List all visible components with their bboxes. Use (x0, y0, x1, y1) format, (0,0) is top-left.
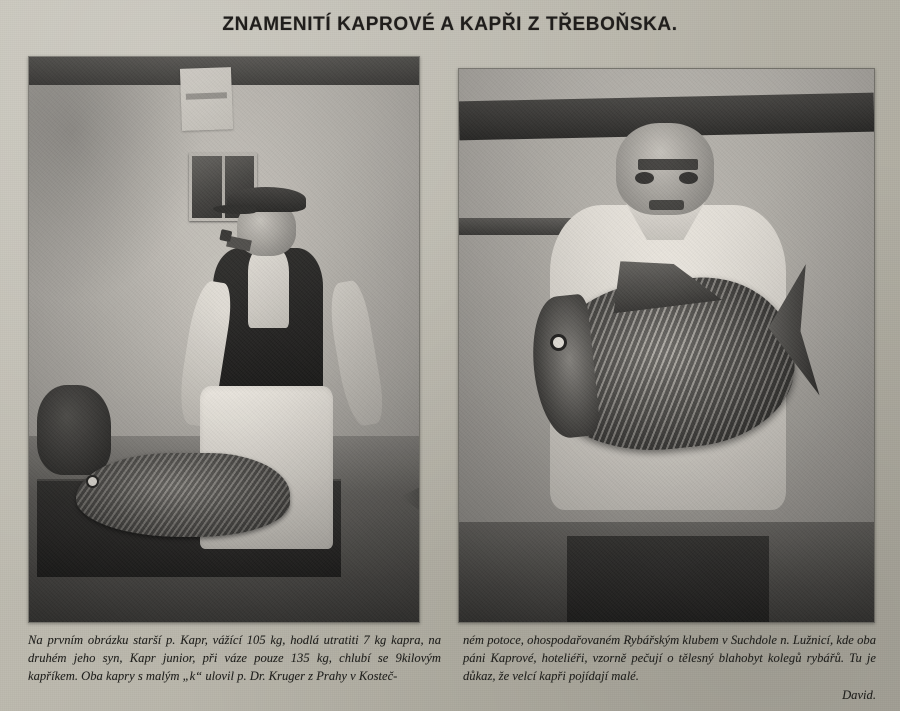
caption-signature: David. (842, 687, 876, 702)
sack-left (37, 385, 111, 475)
carp-left-eye (88, 477, 97, 486)
caption-column-left (28, 632, 441, 705)
page-title: ZNAMENITÍ KAPROVÉ A KAPŘI Z TŘEBOŇSKA. (222, 14, 678, 35)
caption-text-right: ném potoce, ohospodařovaném Rybářským klubem v Suchdole n. Lužnicí, kde oba páni Kaprové, hoteliéři, vzorně pečují o tělesný blahobyt kolegů rybářů. Tu je důkaz, že velcí kapři pojídají malé. (463, 633, 876, 683)
wall-stain (29, 57, 205, 302)
carp-on-table (76, 453, 291, 538)
paper-note-on-wall (180, 67, 233, 131)
caption-text-left: Na prvním obrázku starší p. Kapr, vážící 105 kg, hodlá utratiti 7 kg kapra, na druhém jeho syn, Kapr junior, při váze pouze 135 kg, chlubí se 9kilovým kapříkem. Oba kapry s malým „k“ ulovil p. Dr. Kruger z Prahy v Kosteč- (28, 633, 441, 683)
carp-right-eye (553, 337, 564, 348)
man-right-brow (638, 159, 698, 170)
photo-right (458, 68, 875, 623)
man-right-eye-right (679, 172, 698, 184)
man-right-eye-left (635, 172, 654, 184)
man-left-shirt (248, 248, 289, 328)
man-right-mouth (649, 200, 685, 210)
man-left-cap (227, 187, 306, 212)
man-right-figure (534, 113, 808, 622)
caption-block (28, 632, 876, 705)
caption-column-right (463, 632, 876, 705)
man-right-trousers (567, 536, 770, 622)
photo-left (28, 56, 420, 623)
